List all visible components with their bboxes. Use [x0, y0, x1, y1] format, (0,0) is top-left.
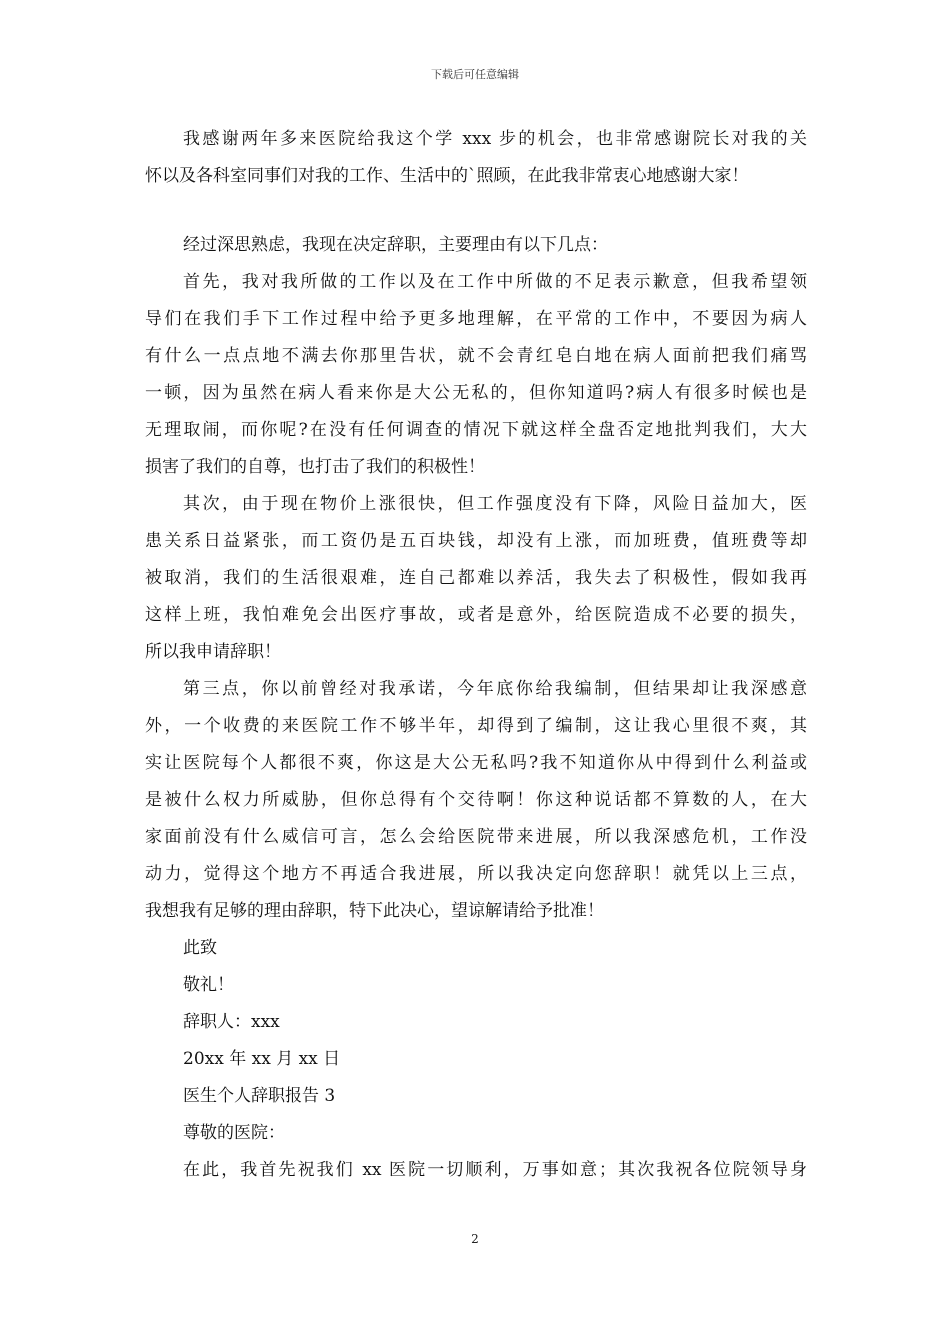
text-line: 有什么一点点地不满去你那里告状，就不会青红皂白地在病人面前把我们痛骂: [145, 346, 807, 366]
text-line: 我想我有足够的理由辞职，特下此决心，望谅解请给予批准！: [145, 901, 604, 921]
closing-jingli: 敬礼！: [183, 975, 234, 995]
signature-date: 20xx 年 xx 月 xx 日: [183, 1049, 341, 1069]
closing-zhici: 此致: [183, 938, 217, 958]
text-line: 所以我申请辞职！: [145, 642, 281, 662]
text-line: 动力，觉得这个地方不再适合我进展，所以我决定向您辞职！就凭以上三点，: [145, 864, 807, 884]
text-line: 被取消，我们的生活很艰难，连自己都难以养活，我失去了积极性，假如我再: [145, 568, 807, 588]
text-line: 首先，我对我所做的工作以及在工作中所做的不足表示歉意，但我希望领: [183, 272, 807, 292]
signer-name: 辞职人：xxx: [183, 1012, 280, 1032]
salutation: 尊敬的医院：: [183, 1123, 285, 1143]
page-header: 下载后可任意编辑: [431, 68, 519, 81]
report-title: 医生个人辞职报告 3: [183, 1086, 336, 1106]
text-line: 是被什么权力所威胁，但你总得有个交待啊！你这种说话都不算数的人，在大: [145, 790, 807, 810]
text-line: 其次，由于现在物价上涨很快，但工作强度没有下降，风险日益加大，医: [183, 494, 807, 514]
closing-block: [145, 930, 807, 1078]
text-line: 实让医院每个人都很不爽，你这是大公无私吗?我不知道你从中得到什么利益或: [145, 753, 807, 773]
next-report: [145, 1078, 807, 1189]
text-line: 怀以及各科室同事们对我的工作、生活中的`照顾，在此我非常衷心地感谢大家！: [145, 166, 749, 186]
text-line: 家面前没有什么威信可言，怎么会给医院带来进展，所以我深感危机，工作没: [145, 827, 807, 847]
page-number: 2: [471, 1232, 479, 1246]
paragraph-reason-2: [145, 486, 807, 671]
text-line: 这样上班，我怕难免会出医疗事故，或者是意外，给医院造成不必要的损失，: [145, 605, 807, 625]
paragraph-reason-3: [145, 671, 807, 930]
text-line: 导们在我们手下工作过程中给予更多地理解，在平常的工作中，不要因为病人: [145, 309, 807, 329]
paragraph-decision: [145, 227, 807, 264]
text-line: 经过深思熟虑，我现在决定辞职，主要理由有以下几点：: [183, 235, 608, 255]
text-line: 患关系日益紧张，而工资仍是五百块钱，却没有上涨，而加班费，值班费等却: [145, 531, 807, 551]
paragraph-gap: [145, 195, 807, 227]
text-line: 我感谢两年多来医院给我这个学 xxx 步的机会，也非常感谢院长对我的关: [183, 129, 807, 149]
text-line: 外，一个收费的来医院工作不够半年，却得到了编制，这让我心里很不爽，其: [145, 716, 807, 736]
text-line: 第三点，你以前曾经对我承诺，今年底你给我编制，但结果却让我深感意: [183, 679, 807, 699]
text-line: 一顿，因为虽然在病人看来你是大公无私的，但你知道吗?病人有很多时候也是: [145, 383, 807, 403]
text-line: 在此，我首先祝我们 xx 医院一切顺利，万事如意；其次我祝各位院领导身: [183, 1160, 807, 1180]
paragraph-thanks: [145, 121, 807, 195]
document-body: [145, 121, 807, 1189]
text-line: 无理取闹，而你呢?在没有任何调查的情况下就这样全盘否定地批判我们，大大: [145, 420, 807, 440]
text-line: 损害了我们的自尊，也打击了我们的积极性！: [145, 457, 485, 477]
paragraph-reason-1: [145, 264, 807, 486]
